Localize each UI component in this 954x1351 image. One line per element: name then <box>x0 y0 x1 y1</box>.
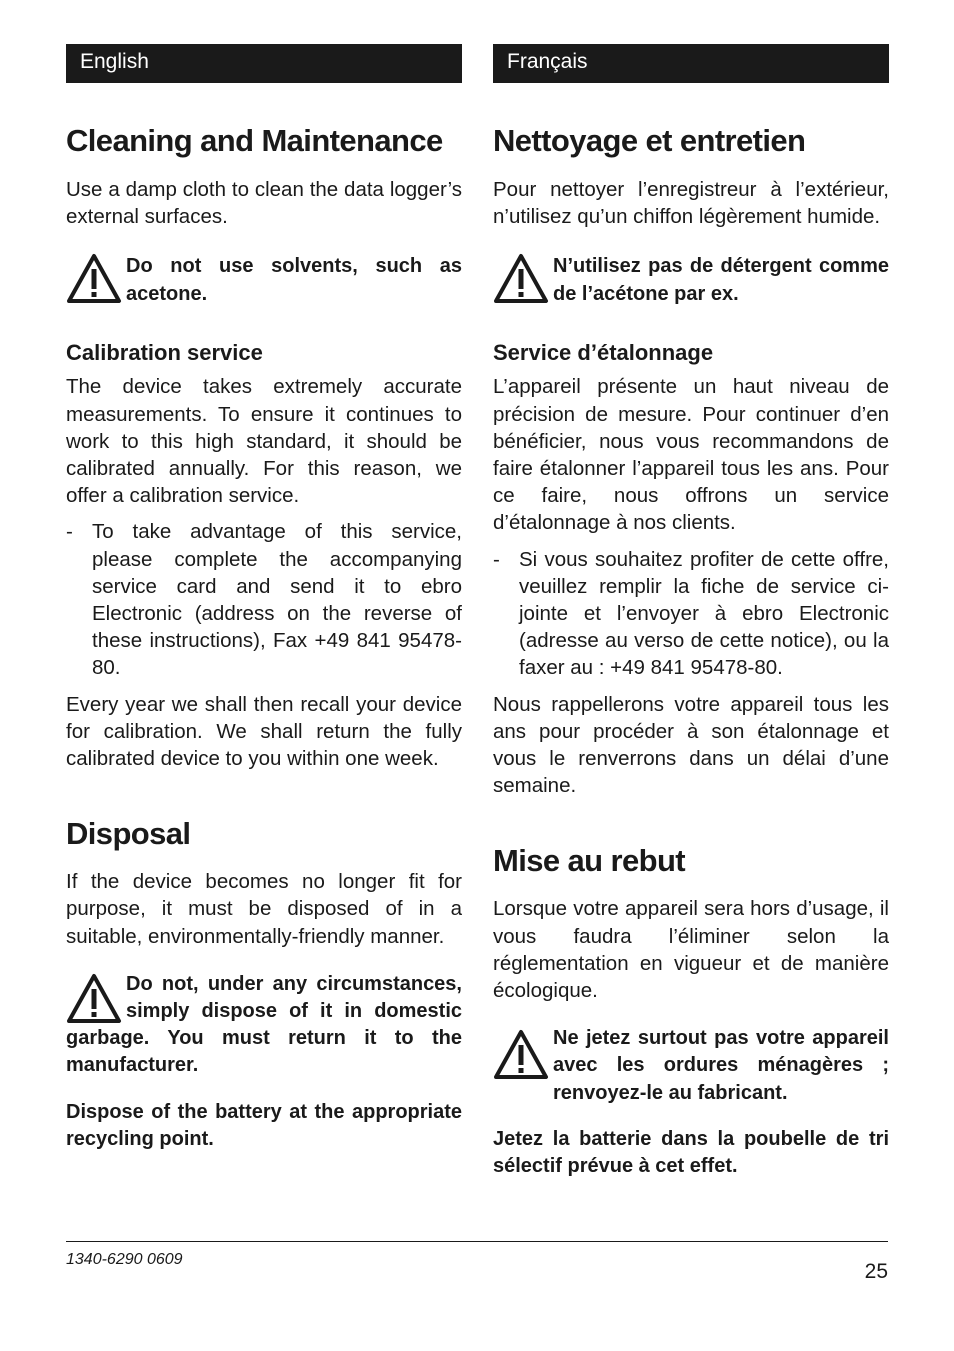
etalonnage-bullet-text: Si vous souhaitez profiter de cette offre, veuillez remplir la fiche de service ci-jointe et l’envoyer à ebro Electronic (adresse au verso de cette notice), ou la faxer au : +49 841 95478-80. <box>519 547 889 680</box>
warning-solvents-text: Do not use solvents, such as acetone. <box>126 255 462 305</box>
nettoyage-text: Pour nettoyer l’enregistreur à l’extérieur, n’utilisez qu’un chiffon légèrement humide. <box>493 178 889 229</box>
recall-text: Every year we shall then recall your device for calibration. We shall return the fully calibrated device to you within one week. <box>66 692 462 771</box>
warning-detergent <box>493 253 889 309</box>
warning-ordures-text: Ne jetez surtout pas votre appareil avec les ordures ménagères ; renvoyez-le au fabricant. <box>553 1027 889 1104</box>
heading-nettoyage: Nettoyage et entretien <box>493 123 806 158</box>
french-column <box>493 44 889 1180</box>
warning-disposal-text: Do not, under any circumstances, simply dispose of it in domestic garbage. You must return it to the manufacturer. <box>66 972 462 1077</box>
calibration-text: The device takes extremely accurate measurements. To ensure it continues to work to this high standard, it should be calibrated annually. For this reason, we offer a calibration service. <box>66 375 462 508</box>
warning-triangle-icon <box>66 253 122 305</box>
page-number: 25 <box>864 1260 888 1283</box>
rebut-text: Lorsque votre appareil sera hors d’usage, il vous faudra l’éliminer selon la réglementation en vigueur et de manière écologique. <box>493 897 889 1003</box>
etalonnage-text: L’appareil présente un haut niveau de précision de mesure. Pour continuer d’en bénéficier, nous vous recommandons de faire étalonner l’appareil tous les ans. Pour ce faire, nous offrons un service d’étalonnage à nos clients. <box>493 375 889 535</box>
footer-rule <box>66 1241 888 1242</box>
batterie-text: Jetez la batterie dans la poubelle de tri sélectif prévue à cet effet. <box>493 1127 889 1178</box>
heading-etalonnage: Service d’étalonnage <box>493 340 714 366</box>
warning-triangle-icon <box>66 973 122 1025</box>
rappel-text: Nous rappellerons votre appareil tous les ans pour procéder à son étalonnage et vous le renverrons dans un délai d’une semaine. <box>493 692 889 798</box>
language-label-french: Français <box>493 44 889 83</box>
cleaning-text: Use a damp cloth to clean the data logger’s external surfaces. <box>66 178 462 229</box>
battery-text: Dispose of the battery at the appropriate recycling point. <box>66 1100 462 1150</box>
language-label-english: English <box>66 44 462 83</box>
etalonnage-list <box>493 546 889 682</box>
warning-ordures <box>493 1025 889 1107</box>
heading-cleaning: Cleaning and Maintenance <box>66 123 443 158</box>
warning-solvents <box>66 253 462 309</box>
list-item: - To take advantage of this service, please complete the accompanying service card and send it to ebro Electronic (address on the reverse of these instructions), Fax +49 841 95478-80. <box>66 520 462 680</box>
english-column <box>66 44 462 1153</box>
heading-disposal: Disposal <box>66 816 191 852</box>
heading-mise-au-rebut: Mise au rebut <box>493 843 686 879</box>
calibration-list <box>66 518 462 681</box>
list-item: - Si vous souhaitez profiter de cette offre, veuillez remplir la fiche de service ci-jointe et l’envoyer à ebro Electronic (adresse au verso de cette notice), ou la faxer au : +49 841 95478-80. <box>493 547 889 680</box>
warning-triangle-icon <box>493 1029 549 1081</box>
warning-detergent-text: N’utilisez pas de détergent comme de l’acétone par ex. <box>553 255 889 305</box>
warning-triangle-icon <box>493 253 549 305</box>
heading-calibration: Calibration service <box>66 340 263 366</box>
warning-disposal <box>66 971 462 1080</box>
disposal-text: If the device becomes no longer fit for purpose, it must be disposed of in a suitable, environmentally-friendly manner. <box>66 870 462 948</box>
calibration-bullet-text: To take advantage of this service, please complete the accompanying service card and send it to ebro Electronic (address on the reverse of these instructions), Fax +49 841 95478-80. <box>92 520 462 680</box>
document-number: 1340-6290 0609 <box>66 1251 183 1268</box>
